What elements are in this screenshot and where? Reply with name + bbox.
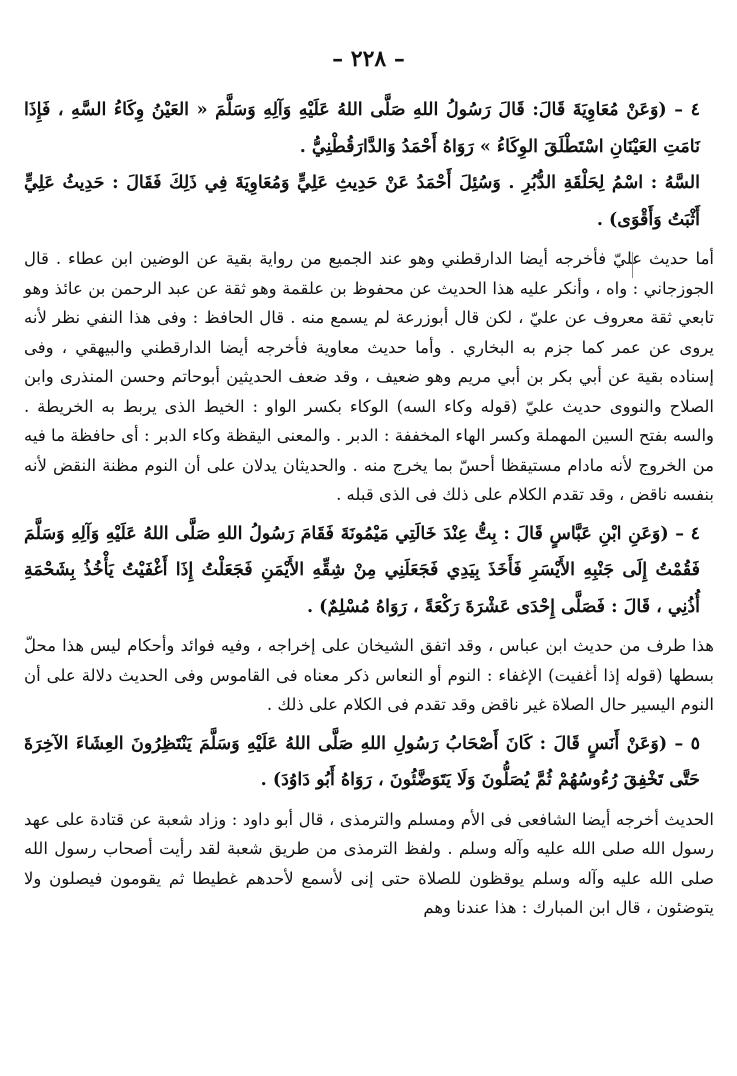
page-number: – ٢٢٨ – [332,46,405,72]
hadith-muawiya: ٤ – (وَعَنْ مُعَاوِيَةَ قَالَ: قَالَ رَسُولُ اللهِ صَلَّى اللهُ عَلَيْهِ وَآلِهِ وَسَلَّمَ « العَيْنُ وِكَاءُ السَّهِ ، فَإِذَا نَامَتِ العَيْنَانِ اسْتَطْلَقَ الوِكَاءُ » رَوَاهُ أَحْمَدُ وَالدَّارَقُطْنِيُّ . السَّهُ : اسْمُ لِحَلْقَةِ الدُّبُرِ . وَسُئِلَ أَحْمَدُ عَنْ حَدِيثِ عَلِيٍّ وَمُعَاوِيَةَ فِي ذَلِكَ فَقَالَ : حَدِيثُ عَلِيٍّ أَثْبَتُ وَأَقْوَى) . [24,100,700,230]
commentary-ali-muawiya: أما حديث عليّ فأخرجه أيضا الدارقطني وهو عند الجميع من رواية بقية عن الوضين ابن عطاء . قال الجوزجاني : واه ، وأنكر عليه هذا الحديث عن محفوظ بن علقمة وهو ثقة عن عبد الرحمن بن عائذ وهو تابعي ثقة معروف عن عليّ ، لكن قال أبوزرعة لم يسمع منه . قال الحافظ : وفى هذا النفي نظر لأنه يروى عن عمر كما جزم به البخاري . وأما حديث معاوية فأخرجه أيضا الدارقطني والبيهقي ، وفى إسناده بقية عن أبي بكر بن أبي مريم وهو ضعيف ، وقد ضعف الحديثين أبوحاتم وحسن المنذرى وابن الصلاح والنووى حديث عليّ (قوله وكاء السه) الوكاء بكسر الواو : الخيط الذى يربط به الخريطة . والسه بفتح السين المهملة وكسر الهاء المخففة : الدبر . والمعنى اليقظة وكاء الدبر : أى حافظة ما فيه من الخروج لأنه مادام مستيقظا أحسّ بما يخرج منه . والحديثان يدلان على أن النوم مظنة النقض لأنه بنفسه ناقض ، وقد تقدم الكلام على ذلك فى الذى قبله . [24,249,714,504]
commentary-anas: الحديث أخرجه أيضا الشافعى فى الأم ومسلم والترمذى ، قال أبو داود : وزاد شعبة عن قتادة على عهد رسول الله صلى الله عليه وآله وسلم . ولفظ الترمذى من طريق شعبة لقد رأيت أصحاب رسول الله صلى الله عليه وآله وسلم يوقظون للصلاة حتى إنى لأسمع لأحدهم غطيطا ثم يقومون فيصلون ولا يتوضئون ، قال ابن المبارك : هذا عندنا وهم [24,809,714,917]
commentary-ibn-abbas: هذا طرف من حديث ابن عباس ، وقد اتفق الشيخان على إخراجه ، وفيه فوائد وأحكام ليس هذا محلّ بسطها (قوله إذا أغفيت) الإغفاء : النوم أو النعاس ذكر معناه فى القاموس وفى الحديث دلالة على أن النوم اليسير حال الصلاة غير ناقض وقد تقدم فى الكلام على ذلك . [24,636,714,714]
scan-bracket-mark [632,252,637,278]
hadith-anas: ٥ – (وَعَنْ أَنَسٍ قَالَ : كَانَ أَصْحَابُ رَسُولِ اللهِ صَلَّى اللهُ عَلَيْهِ وَسَلَّمَ يَنْتَظِرُونَ العِشَاءَ الآخِرَةَ حَتَّى تَخْفِقَ رُءُوسُهُمْ ثُمَّ يُصَلُّونَ وَلَا يَتَوَضَّئُونَ ، رَوَاهُ أَبُو دَاوُدَ) . [24,733,700,790]
hadith-ibn-abbas: ٤ – (وَعَنِ ابْنِ عَبَّاسٍ قَالَ : بِتُّ عِنْدَ خَالَتِي مَيْمُونَةَ فَقَامَ رَسُولُ اللهِ صَلَّى اللهُ عَلَيْهِ وَآلِهِ وَسَلَّمَ فَقُمْتُ إِلَى جَنْبِهِ الأَيْسَرِ فَأَخَذَ بِيَدِي فَجَعَلَنِي مِنْ شِقِّهِ الأَيْمَنِ فَجَعَلْتُ إِذَا أَغْفَيْتُ يَأْخُذُ بِشَحْمَةِ أُذُنِي ، قَالَ : فَصَلَّى إِحْدَى عَشْرَةَ رَكْعَةً ، رَوَاهُ مُسْلِمٌ) . [24,523,701,617]
page-body [24,92,714,929]
